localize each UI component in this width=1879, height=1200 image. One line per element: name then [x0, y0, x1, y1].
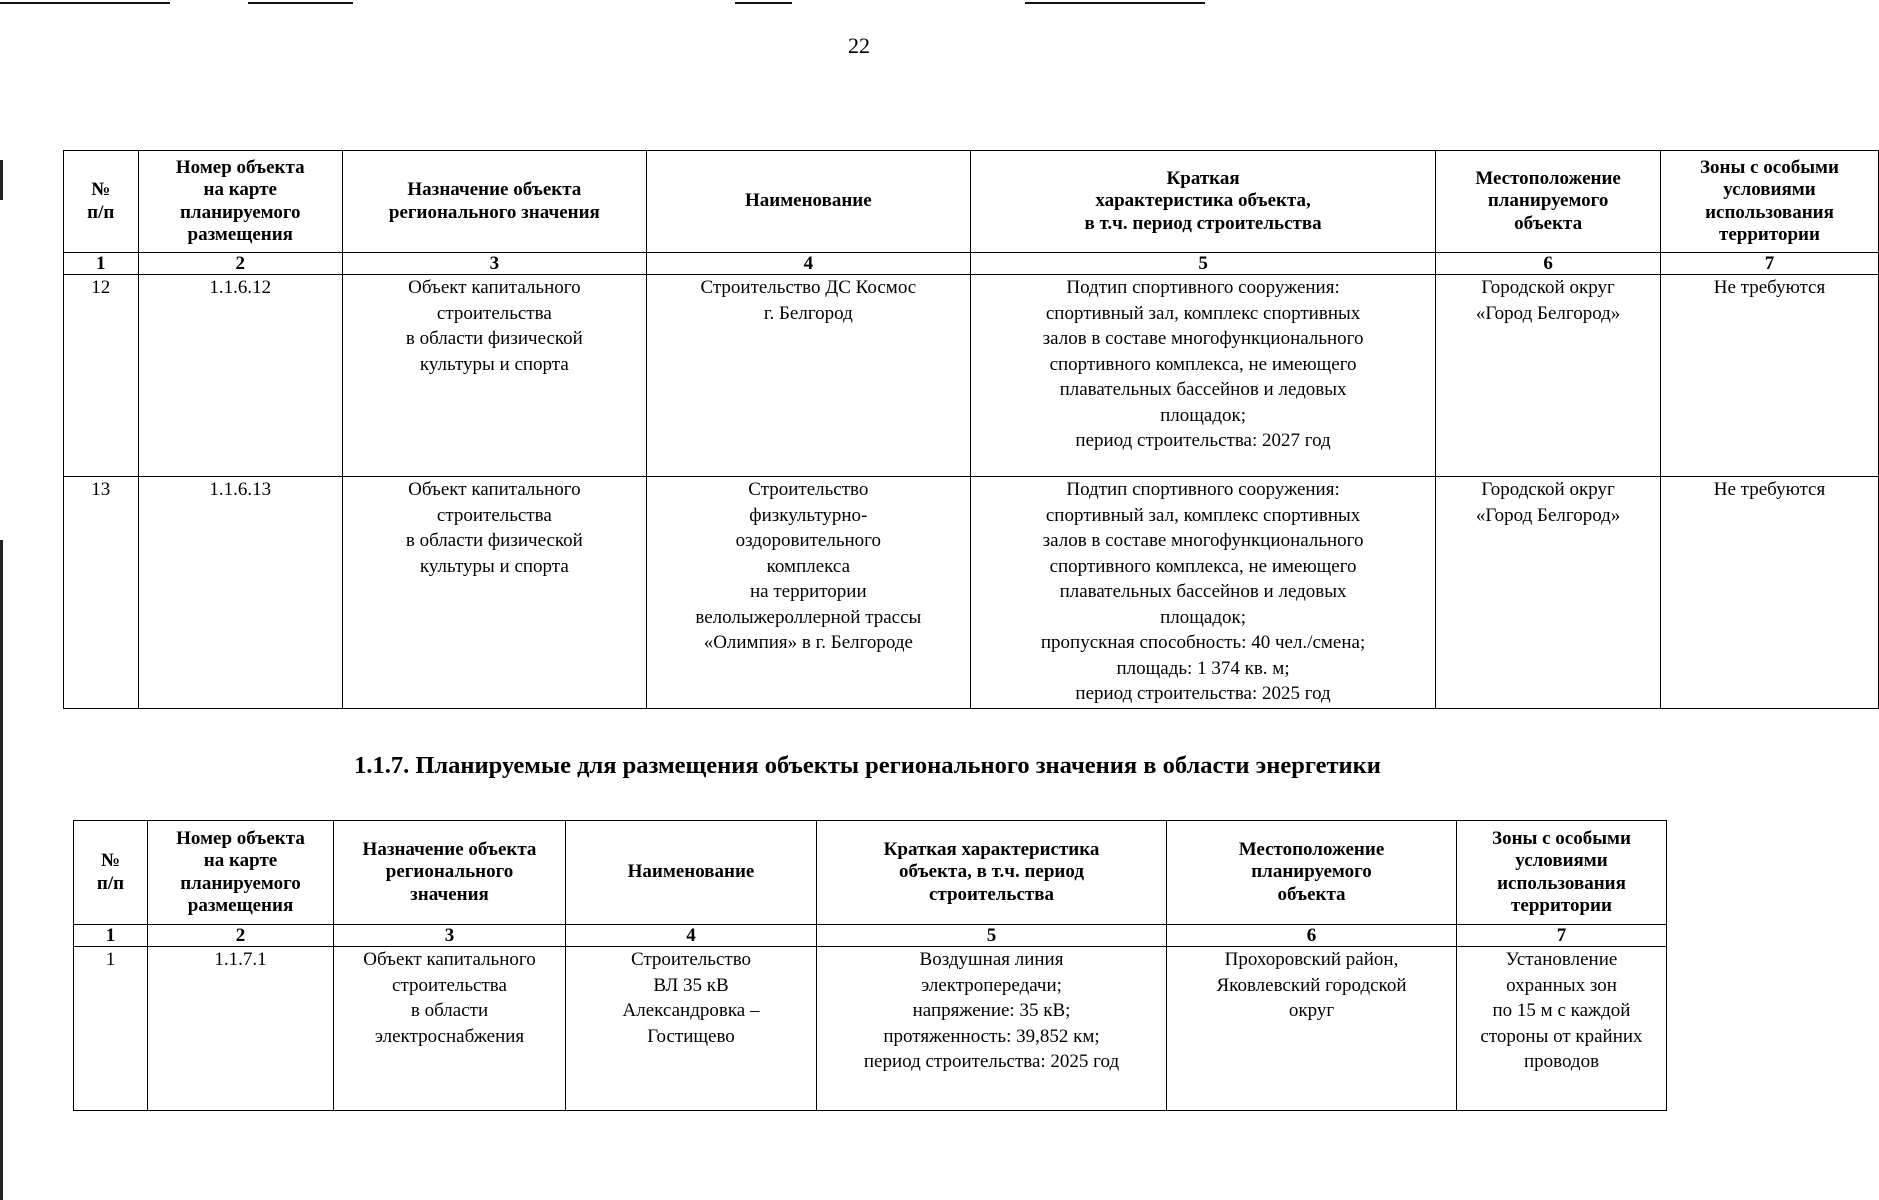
row-number: 1	[74, 947, 148, 1111]
column-number: 6	[1436, 253, 1661, 275]
header-cell: Назначение объекта регионального значения	[334, 821, 566, 925]
scan-edge	[0, 540, 3, 1200]
column-number: 7	[1457, 925, 1667, 947]
table-header-row	[74, 821, 1667, 925]
column-number: 7	[1660, 253, 1878, 275]
object-name: Строительство ДС Космос г. Белгород	[646, 275, 970, 477]
header-cell: Назначение объекта регионального значения	[342, 151, 646, 253]
column-number: 5	[817, 925, 1167, 947]
object-location: Городской округ «Город Белгород»	[1436, 275, 1661, 477]
column-number: 5	[970, 253, 1435, 275]
table-row	[64, 477, 1879, 709]
scan-line	[248, 2, 353, 4]
object-description: Подтип спортивного сооружения: спортивный зал, комплекс спортивных залов в составе многофункционального спортивного комплекса, не имеющего плавательных бассейнов и ледовых площадок; период строительства: 2027 год	[970, 275, 1435, 477]
column-number: 2	[138, 253, 342, 275]
object-code: 1.1.6.12	[138, 275, 342, 477]
column-number: 4	[646, 253, 970, 275]
row-number: 12	[64, 275, 139, 477]
object-description: Воздушная линия электропередачи; напряжение: 35 кВ; протяженность: 39,852 км; период строительства: 2025 год	[817, 947, 1167, 1111]
header-cell: Краткая характеристика объекта, в т.ч. период строительства	[970, 151, 1435, 253]
column-number: 4	[566, 925, 817, 947]
column-number: 6	[1167, 925, 1457, 947]
scan-line	[735, 2, 792, 4]
object-purpose: Объект капитального строительства в области физической культуры и спорта	[342, 275, 646, 477]
column-number-row	[64, 253, 1879, 275]
column-number: 1	[64, 253, 139, 275]
table-row	[74, 947, 1667, 1111]
header-cell: Наименование	[646, 151, 970, 253]
header-cell: Местоположение планируемого объекта	[1436, 151, 1661, 253]
column-number: 1	[74, 925, 148, 947]
column-number: 3	[342, 253, 646, 275]
column-number: 2	[148, 925, 334, 947]
row-number: 13	[64, 477, 139, 709]
sports-objects-table	[63, 150, 1879, 709]
header-cell: Номер объекта на карте планируемого размещения	[148, 821, 334, 925]
header-cell: № п/п	[74, 821, 148, 925]
object-purpose: Объект капитального строительства в области электроснабжения	[334, 947, 566, 1111]
page-number: 22	[848, 33, 870, 58]
header-cell: Краткая характеристика объекта, в т.ч. период строительства	[817, 821, 1167, 925]
scan-line	[0, 2, 170, 4]
header-cell: Местоположение планируемого объекта	[1167, 821, 1457, 925]
special-zones: Установление охранных зон по 15 м с каждой стороны от крайних проводов	[1457, 947, 1667, 1111]
header-cell: Зоны с особыми условиями использования территории	[1457, 821, 1667, 925]
object-location: Прохоровский район, Яковлевский городской округ	[1167, 947, 1457, 1111]
object-code: 1.1.6.13	[138, 477, 342, 709]
header-cell: № п/п	[64, 151, 139, 253]
column-number-row	[74, 925, 1667, 947]
header-cell: Наименование	[566, 821, 817, 925]
object-purpose: Объект капитального строительства в области физической культуры и спорта	[342, 477, 646, 709]
column-number: 3	[334, 925, 566, 947]
header-cell: Номер объекта на карте планируемого размещения	[138, 151, 342, 253]
scan-edge	[0, 160, 3, 200]
section-title: 1.1.7. Планируемые для размещения объекты регионального значения в области энергетики	[354, 752, 1381, 779]
object-code: 1.1.7.1	[148, 947, 334, 1111]
table-header-row	[64, 151, 1879, 253]
object-name: Строительство физкультурно- оздоровительного комплекса на территории велолыжероллерной трассы «Олимпия» в г. Белгороде	[646, 477, 970, 709]
header-cell: Зоны с особыми условиями использования территории	[1660, 151, 1878, 253]
special-zones: Не требуются	[1660, 477, 1878, 709]
special-zones: Не требуются	[1660, 275, 1878, 477]
object-description: Подтип спортивного сооружения: спортивный зал, комплекс спортивных залов в составе многофункционального спортивного комплекса, не имеющего плавательных бассейнов и ледовых площадок; пропускная способность: 40 чел./смена; площадь: 1 374 кв. м; период строительства: 2025 год	[970, 477, 1435, 709]
scan-line	[1025, 2, 1205, 4]
table-row	[64, 275, 1879, 477]
energy-objects-table	[73, 820, 1667, 1111]
object-name: Строительство ВЛ 35 кВ Александровка – Гостищево	[566, 947, 817, 1111]
object-location: Городской округ «Город Белгород»	[1436, 477, 1661, 709]
